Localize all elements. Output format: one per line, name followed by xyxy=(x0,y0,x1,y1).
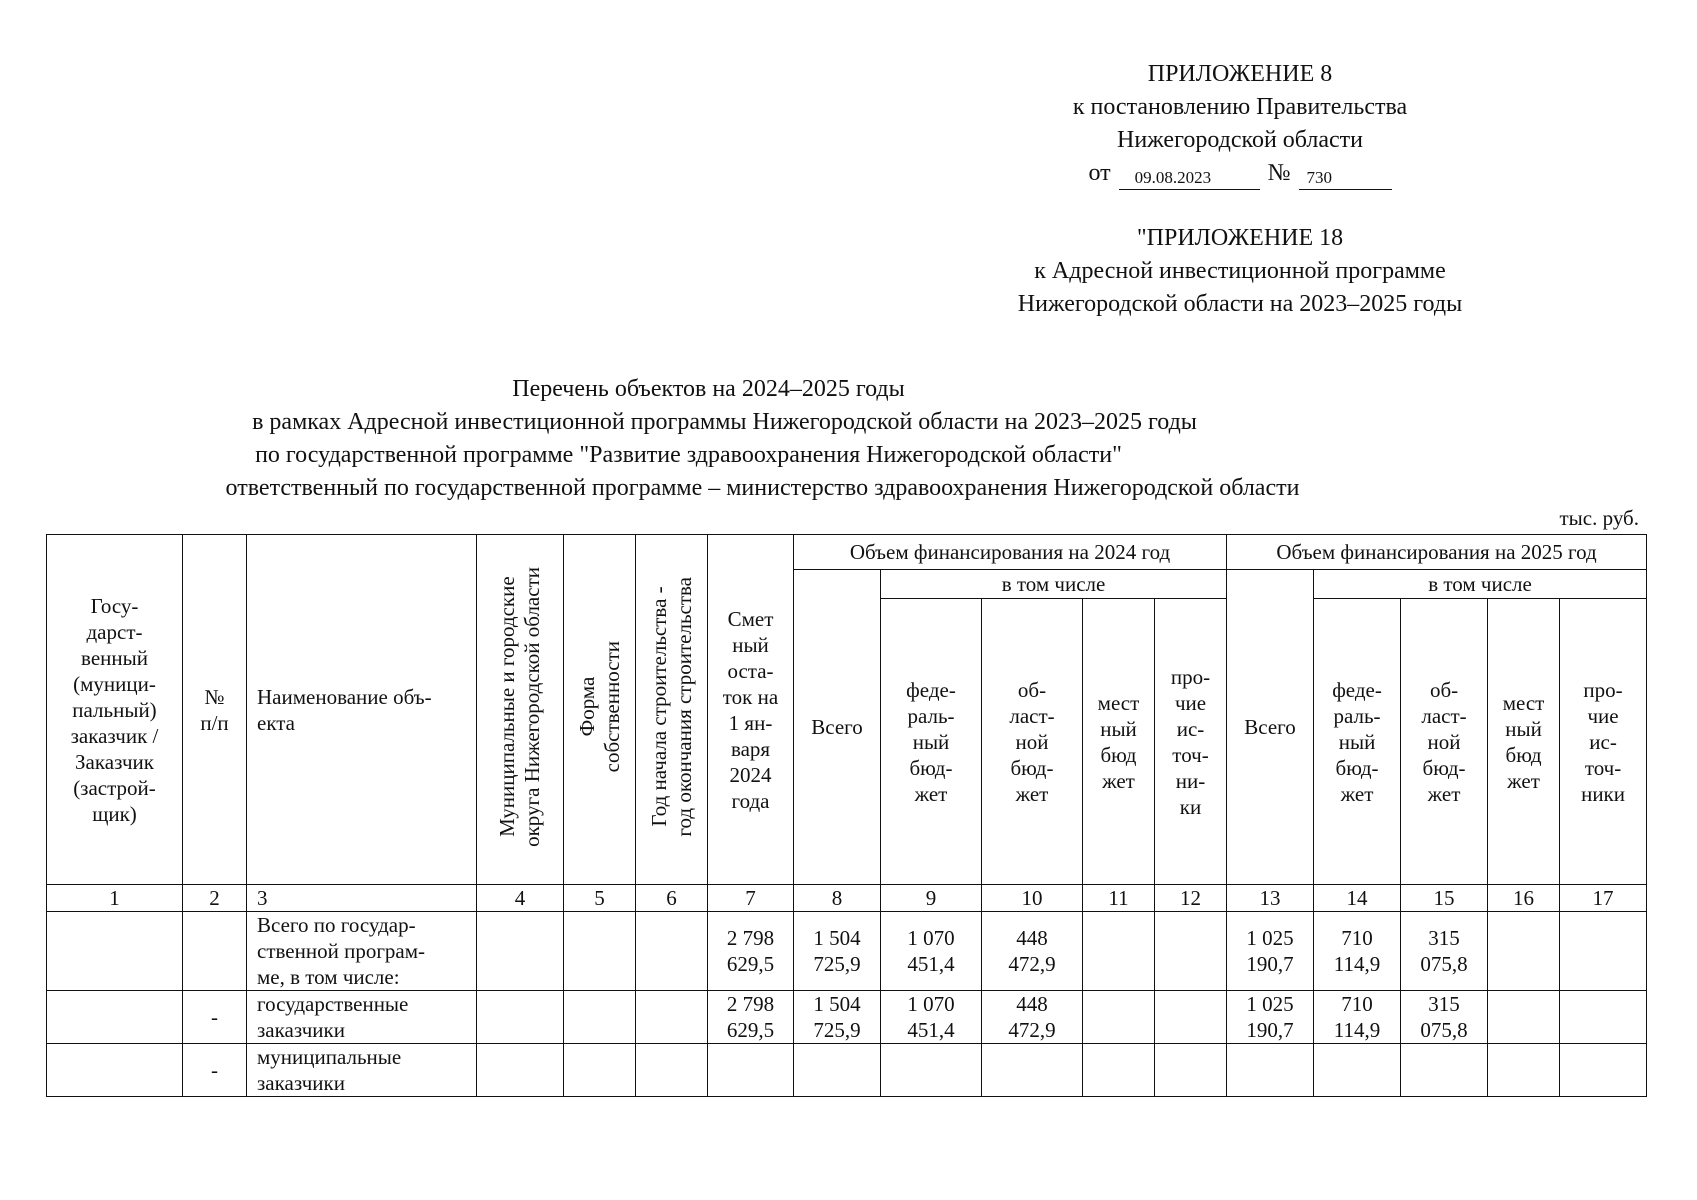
table-cell-c10: 448 472,9 xyxy=(982,912,1083,991)
title-line-4: ответственный по государственной программе – министерство здравоохранения Нижегородской области xyxy=(225,475,1300,501)
column-numbers-row xyxy=(47,885,1647,912)
date-number-line xyxy=(980,157,1500,190)
column-number-cell: 6 xyxy=(636,885,708,912)
table-cell-c5 xyxy=(564,991,636,1044)
table-cell-c5 xyxy=(564,1044,636,1097)
table-cell-c9: 1 070 451,4 xyxy=(881,991,982,1044)
column-number-cell: 10 xyxy=(982,885,1083,912)
appendix-18-line2: Нижегородской области на 2023–2025 годы xyxy=(1017,291,1463,317)
header-regional-2025: об- ласт- ной бюд- жет xyxy=(1401,599,1488,885)
column-number-cell: 12 xyxy=(1155,885,1227,912)
table-cell-customer xyxy=(47,1044,183,1097)
column-number-cell: 3 xyxy=(247,885,477,912)
table-cell-c7: 2 798 629,5 xyxy=(708,991,794,1044)
header-federal-2025: феде- раль- ный бюд- жет xyxy=(1314,599,1401,885)
header-fin-2024: Объем финансирования на 2024 год xyxy=(794,535,1227,570)
table-cell-num: - xyxy=(183,1044,247,1097)
header-years: Год начала строительства - год окончания строительства xyxy=(636,535,708,885)
table-cell-c13: 1 025 190,7 xyxy=(1227,912,1314,991)
column-number-cell: 5 xyxy=(564,885,636,912)
column-number-cell: 8 xyxy=(794,885,881,912)
table-cell-c13: 1 025 190,7 xyxy=(1227,991,1314,1044)
document-title xyxy=(0,373,1697,505)
table-cell-c16 xyxy=(1488,991,1560,1044)
table-cell-c15: 315 075,8 xyxy=(1401,991,1488,1044)
table-cell-c8: 1 504 725,9 xyxy=(794,991,881,1044)
table-cell-customer xyxy=(47,912,183,991)
table-cell-c14 xyxy=(1314,1044,1401,1097)
column-number-cell: 13 xyxy=(1227,885,1314,912)
title-line-2: в рамках Адресной инвестиционной программы Нижегородской области на 2023–2025 годы xyxy=(252,409,1197,435)
column-number-cell: 4 xyxy=(477,885,564,912)
table-cell-c9: 1 070 451,4 xyxy=(881,912,982,991)
header-local-2024: мест ный бюд жет xyxy=(1083,599,1155,885)
table-cell-c7 xyxy=(708,1044,794,1097)
decree-date: 09.08.2023 xyxy=(1119,167,1260,190)
table-body xyxy=(47,912,1647,1097)
table-cell-num xyxy=(183,912,247,991)
appendix-8-title: ПРИЛОЖЕНИЕ 8 xyxy=(1147,61,1333,87)
table-cell-c11 xyxy=(1083,912,1155,991)
header-incl-2024: в том числе xyxy=(881,570,1227,599)
table-row xyxy=(47,1044,1647,1097)
table-cell-c14: 710 114,9 xyxy=(1314,991,1401,1044)
header-local-2025: мест ный бюд жет xyxy=(1488,599,1560,885)
table-cell-name: Всего по государ- ственной програм- ме, в том числе: xyxy=(247,912,477,991)
column-number-cell: 17 xyxy=(1560,885,1647,912)
table-cell-c4 xyxy=(477,991,564,1044)
table-cell-c14: 710 114,9 xyxy=(1314,912,1401,991)
table-row xyxy=(47,991,1647,1044)
appendix-8-header xyxy=(980,58,1500,190)
table-cell-c17 xyxy=(1560,1044,1647,1097)
table-cell-c17 xyxy=(1560,991,1647,1044)
appendix-18-line1: к Адресной инвестиционной программе xyxy=(1034,258,1446,284)
unit-label: тыс. руб. xyxy=(1559,506,1639,530)
from-label: от xyxy=(1088,160,1111,186)
appendix-8-line2: Нижегородской области xyxy=(1116,127,1364,153)
header-ownership: Форма собственности xyxy=(564,535,636,885)
header-fin-2025: Объем финансирования на 2025 год xyxy=(1227,535,1647,570)
table-cell-c6 xyxy=(636,912,708,991)
title-line-1: Перечень объектов на 2024–2025 годы xyxy=(512,376,905,402)
table-cell-c8: 1 504 725,9 xyxy=(794,912,881,991)
header-federal-2024: феде- раль- ный бюд- жет xyxy=(881,599,982,885)
column-number-cell: 1 xyxy=(47,885,183,912)
table-cell-c10 xyxy=(982,1044,1083,1097)
header-other-2024: про- чие ис- точ- ни- ки xyxy=(1155,599,1227,885)
header-total-2025: Всего xyxy=(1227,570,1314,885)
header-districts: Муниципальные и городские округа Нижегородской области xyxy=(477,535,564,885)
table-cell-c5 xyxy=(564,912,636,991)
table-cell-c7: 2 798 629,5 xyxy=(708,912,794,991)
column-number-cell: 15 xyxy=(1401,885,1488,912)
table-cell-c16 xyxy=(1488,1044,1560,1097)
column-number-cell: 2 xyxy=(183,885,247,912)
table-cell-c16 xyxy=(1488,912,1560,991)
table-cell-c15: 315 075,8 xyxy=(1401,912,1488,991)
column-number-cell: 16 xyxy=(1488,885,1560,912)
appendix-8-line1: к постановлению Правительства xyxy=(1072,94,1408,120)
table-cell-c12 xyxy=(1155,912,1227,991)
table-cell-c17 xyxy=(1560,912,1647,991)
table-cell-c6 xyxy=(636,1044,708,1097)
title-line-3: по государственной программе "Развитие здравоохранения Нижегородской области" xyxy=(255,442,1122,468)
table-cell-c11 xyxy=(1083,1044,1155,1097)
appendix-18-header xyxy=(980,222,1500,321)
header-incl-2025: в том числе xyxy=(1314,570,1647,599)
table-cell-c8 xyxy=(794,1044,881,1097)
table-cell-c10: 448 472,9 xyxy=(982,991,1083,1044)
appendix-18-title: "ПРИЛОЖЕНИЕ 18 xyxy=(1136,225,1344,251)
header-num: № п/п xyxy=(183,535,247,885)
column-number-cell: 9 xyxy=(881,885,982,912)
table-cell-name: муниципальные заказчики xyxy=(247,1044,477,1097)
table-cell-c6 xyxy=(636,991,708,1044)
table-cell-customer xyxy=(47,991,183,1044)
header-customer: Госу- дарст- венный (муници- пальный) заказчик / Заказчик (застрой- щик) xyxy=(47,535,183,885)
table-cell-c15 xyxy=(1401,1044,1488,1097)
column-number-cell: 14 xyxy=(1314,885,1401,912)
header-regional-2024: об- ласт- ной бюд- жет xyxy=(982,599,1083,885)
number-label: № xyxy=(1267,160,1291,186)
table-cell-c4 xyxy=(477,1044,564,1097)
table-cell-name: государственные заказчики xyxy=(247,991,477,1044)
table-cell-c12 xyxy=(1155,1044,1227,1097)
table-row xyxy=(47,912,1647,991)
table-cell-c13 xyxy=(1227,1044,1314,1097)
header-name: Наименование объ- екта xyxy=(247,535,477,885)
objects-table xyxy=(46,534,1647,1097)
header-other-2025: про- чие ис- точ- ники xyxy=(1560,599,1647,885)
header-total-2024: Всего xyxy=(794,570,881,885)
header-estimate: Смет ный оста- ток на 1 ян- варя 2024 года xyxy=(708,535,794,885)
table-cell-c4 xyxy=(477,912,564,991)
table-cell-c11 xyxy=(1083,991,1155,1044)
column-number-cell: 11 xyxy=(1083,885,1155,912)
decree-number: 730 xyxy=(1299,167,1392,190)
column-number-cell: 7 xyxy=(708,885,794,912)
table-cell-c12 xyxy=(1155,991,1227,1044)
table-cell-c9 xyxy=(881,1044,982,1097)
table-cell-num: - xyxy=(183,991,247,1044)
